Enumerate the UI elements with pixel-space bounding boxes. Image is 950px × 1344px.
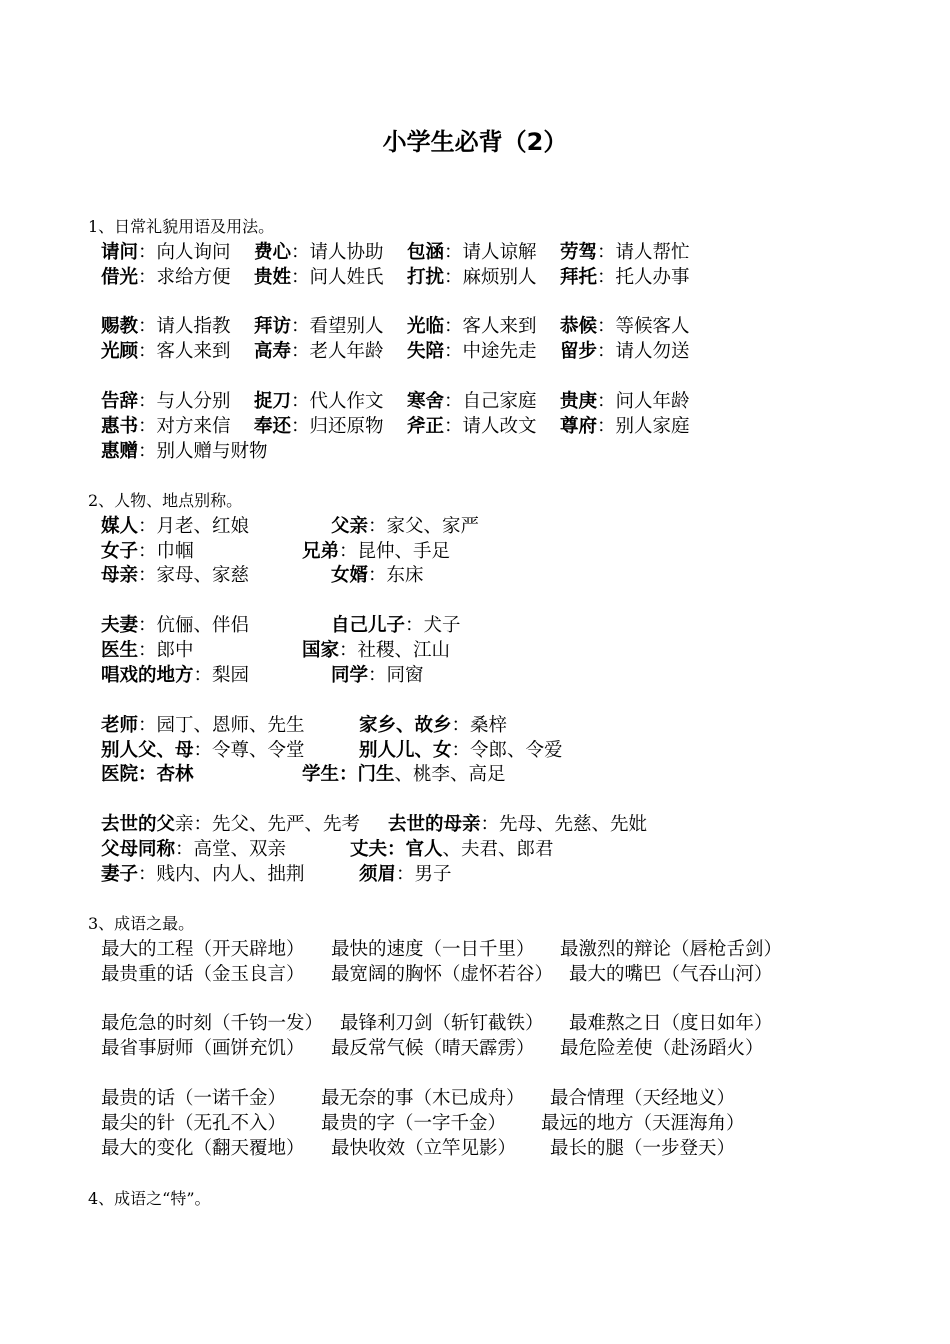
courtesy-term-meaning: ：看望别人: [291, 316, 384, 337]
idiom-item: 最远的地方（天涯海角）: [541, 1113, 745, 1134]
idiom-item: 最贵的话（一诺千金）: [101, 1088, 287, 1109]
courtesy-term: [101, 314, 231, 339]
idiom-item: 最难熬之日（度日如年）: [569, 1013, 773, 1034]
title-alias-term-meaning: ：昆仲、手足: [339, 541, 451, 562]
title-alias-term-keyword: 丈夫：官人: [350, 839, 443, 860]
courtesy-term: [407, 389, 537, 414]
title-alias-term-meaning: ：贱内、内人、拙荆: [138, 864, 305, 885]
title-alias-term-meaning: ：园丁、恩师、先生: [138, 715, 305, 736]
title-alias-term: [388, 812, 647, 837]
courtesy-term: [560, 414, 690, 439]
courtesy-term-meaning: ：客人来到: [138, 341, 231, 362]
title-alias-term: [101, 638, 194, 663]
title-alias-term: [101, 837, 286, 862]
courtesy-term-keyword: 寒舍: [407, 391, 445, 412]
courtesy-term-meaning: ：老人年龄: [291, 341, 384, 362]
title-alias-term: [359, 738, 563, 763]
courtesy-term-meaning: ：别人家庭: [597, 416, 690, 437]
title-alias-term: [359, 862, 452, 887]
courtesy-term: [254, 265, 384, 290]
idiom-item: 最快收效（立竿见影）: [331, 1138, 517, 1159]
idiom-item: 最宽阔的胸怀（虚怀若谷）: [331, 964, 554, 985]
title-alias-term: [101, 514, 249, 539]
courtesy-term-keyword: 赐教: [101, 316, 139, 337]
idiom-item: 最危急的时刻（千钧一发）: [101, 1013, 324, 1034]
courtesy-term-keyword: 光临: [407, 316, 445, 337]
title-alias-term: [331, 663, 424, 688]
idiom-item: 最大的变化（翻天覆地）: [101, 1138, 305, 1159]
idiom-item: 最大的嘴巴（气吞山河）: [569, 964, 773, 985]
idiom-item: 最无奈的事（木已成舟）: [321, 1088, 525, 1109]
courtesy-term-keyword: 高寿: [254, 341, 292, 362]
title-alias-term-keyword: 媒人: [101, 516, 139, 537]
courtesy-term: [407, 414, 537, 439]
title-alias-term: [101, 713, 305, 738]
courtesy-term-meaning: ：问人年龄: [597, 391, 690, 412]
courtesy-term: [560, 389, 690, 414]
courtesy-term: [560, 314, 690, 339]
idiom-item: 最贵的字（一字千金）: [321, 1113, 507, 1134]
courtesy-term-meaning: ：代人作文: [291, 391, 384, 412]
title-alias-term-meaning: ：郎中: [138, 640, 194, 661]
courtesy-term-keyword: 斧正: [407, 416, 445, 437]
title-alias-term-keyword: 父亲: [331, 516, 369, 537]
courtesy-term-meaning: ：托人办事: [597, 267, 690, 288]
courtesy-term-keyword: 失陪: [407, 341, 445, 362]
title-alias-term: [101, 613, 249, 638]
courtesy-term: [254, 240, 384, 265]
title-alias-term-keyword: 须眉: [359, 864, 397, 885]
courtesy-term: [254, 389, 384, 414]
idiom-item: 最锋利刀剑（斩钉截铁）: [340, 1013, 544, 1034]
courtesy-term: [101, 265, 231, 290]
courtesy-term: [407, 240, 537, 265]
courtesy-term-keyword: 贵庚: [560, 391, 598, 412]
courtesy-term-keyword: 告辞: [101, 391, 139, 412]
idiom-item: 最尖的针（无孔不入）: [101, 1113, 287, 1134]
title-alias-term: [302, 539, 450, 564]
title-alias-term-meaning: ：同窗: [368, 665, 424, 686]
title-alias-term-keyword: 妻子: [101, 864, 139, 885]
courtesy-term: [407, 314, 537, 339]
idiom-item: 最长的腿（一步登天）: [550, 1138, 736, 1159]
idiom-item: 最反常气候（晴天霹雳）: [331, 1038, 535, 1059]
courtesy-term-keyword: 惠书: [101, 416, 139, 437]
courtesy-term-meaning: ：麻烦别人: [444, 267, 537, 288]
section-4-heading: 4、成语之“特”。: [88, 1189, 211, 1208]
courtesy-term-keyword: 贵姓: [254, 267, 292, 288]
courtesy-term: [560, 240, 690, 265]
courtesy-term-keyword: 光顾: [101, 341, 139, 362]
title-alias-term-keyword: 父母同称: [101, 839, 176, 860]
courtesy-term-meaning: ：求给方便: [138, 267, 231, 288]
title-alias-term: [101, 738, 305, 763]
section-1-heading: 1、日常礼貌用语及用法。: [88, 217, 275, 236]
courtesy-term-meaning: ：请人帮忙: [597, 242, 690, 263]
title-alias-term-keyword: 国家: [302, 640, 340, 661]
title-alias-term-keyword: 老师: [101, 715, 139, 736]
title-alias-term-meaning: 、桃李、高足: [394, 764, 506, 785]
courtesy-term-meaning: ：中途先走: [444, 341, 537, 362]
title-alias-term-meaning: ：梨园: [193, 665, 250, 686]
courtesy-term: [101, 414, 231, 439]
title-alias-term-meaning: ：家父、家严: [368, 516, 480, 537]
title-alias-term-meaning: ：令郎、令爱: [451, 740, 563, 761]
courtesy-term-meaning: ：别人赠与财物: [138, 441, 268, 462]
courtesy-term: [101, 339, 231, 364]
courtesy-term-keyword: 拜访: [254, 316, 292, 337]
courtesy-term-meaning: ：请人指教: [138, 316, 231, 337]
courtesy-term: [407, 265, 537, 290]
title-alias-term-keyword: 学生：门生: [302, 764, 395, 785]
idiom-item: 最危险差使（赴汤蹈火）: [560, 1038, 764, 1059]
idiom-item: 最大的工程（开天辟地）: [101, 939, 305, 960]
courtesy-term-meaning: ：归还原物: [291, 416, 384, 437]
courtesy-term: [407, 339, 537, 364]
title-alias-term: [359, 713, 507, 738]
idiom-item: 最省事厨师（画饼充饥）: [101, 1038, 305, 1059]
courtesy-term-meaning: ：请人谅解: [444, 242, 537, 263]
courtesy-term-meaning: ：请人勿送: [597, 341, 690, 362]
courtesy-term: [560, 339, 690, 364]
courtesy-term-meaning: ：自己家庭: [444, 391, 537, 412]
idiom-item: 最激烈的辩论（唇枪舌剑）: [560, 939, 783, 960]
courtesy-term-meaning: ：客人来到: [444, 316, 537, 337]
courtesy-term-keyword: 费心: [254, 242, 292, 263]
courtesy-term: [101, 240, 231, 265]
courtesy-term-meaning: ：对方来信: [138, 416, 231, 437]
courtesy-term-meaning: ：请人协助: [291, 242, 384, 263]
title-alias-term-meaning: ：月老、红娘: [138, 516, 250, 537]
title-alias-term: [331, 563, 424, 588]
courtesy-term-keyword: 请问: [101, 242, 139, 263]
page-title: 小学生必背（2）: [382, 128, 568, 156]
title-alias-term-keyword: 女婿: [331, 565, 369, 586]
title-alias-term-keyword: 家乡、故乡: [359, 715, 452, 736]
title-alias-term-keyword: 唱戏的地方: [101, 665, 194, 686]
title-alias-term-meaning: 亲：先父、先严、先考: [175, 814, 361, 835]
title-alias-term: [101, 563, 249, 588]
title-alias-term-keyword: 自己儿子: [331, 615, 406, 636]
title-alias-term-keyword: 兄弟: [302, 541, 340, 562]
title-alias-term: [101, 762, 194, 787]
title-alias-term-meaning: ：男子: [396, 864, 452, 885]
title-alias-term-meaning: ：犬子: [405, 615, 461, 636]
title-alias-term-meaning: ：令尊、令堂: [193, 740, 305, 761]
title-alias-term-keyword: 医院：杏林: [101, 764, 194, 785]
title-alias-term: [101, 862, 305, 887]
title-alias-term-meaning: ：桑梓: [451, 715, 508, 736]
courtesy-term-keyword: 留步: [560, 341, 598, 362]
courtesy-term-keyword: 借光: [101, 267, 139, 288]
idiom-item: 最快的速度（一日千里）: [331, 939, 535, 960]
idiom-item: 最合情理（天经地义）: [550, 1088, 736, 1109]
courtesy-term-meaning: ：等候客人: [597, 316, 690, 337]
title-alias-term-meaning: ：家母、家慈: [138, 565, 250, 586]
title-alias-term-keyword: 母亲: [101, 565, 139, 586]
title-alias-term-meaning: ：东床: [368, 565, 424, 586]
title-alias-term-meaning: ：先母、先慈、先妣: [480, 814, 648, 835]
title-alias-term: [101, 539, 194, 564]
title-alias-term-keyword: 去世的母亲: [388, 814, 481, 835]
title-alias-term: [350, 837, 554, 862]
courtesy-term-keyword: 尊府: [560, 416, 598, 437]
title-alias-term-keyword: 别人儿、女: [359, 740, 452, 761]
idiom-item: 最贵重的话（金玉良言）: [101, 964, 305, 985]
title-alias-term-keyword: 女子: [101, 541, 139, 562]
courtesy-term-keyword: 惠赠: [101, 441, 139, 462]
title-alias-term: [101, 663, 249, 688]
section-3-heading: 3、成语之最。: [88, 914, 195, 933]
courtesy-term-meaning: ：与人分别: [138, 391, 231, 412]
courtesy-term: [101, 389, 231, 414]
title-alias-term-keyword: 夫妻: [101, 615, 139, 636]
courtesy-term-keyword: 奉还: [254, 416, 292, 437]
title-alias-term-keyword: 医生: [101, 640, 139, 661]
title-alias-term-keyword: 去世的父: [101, 814, 176, 835]
courtesy-term-keyword: 捉刀: [254, 391, 292, 412]
title-alias-term-meaning: ：社稷、江山: [339, 640, 451, 661]
courtesy-term-keyword: 包涵: [407, 242, 445, 263]
courtesy-term-keyword: 恭候: [560, 316, 598, 337]
title-alias-term: [302, 638, 450, 663]
title-alias-term-meaning: ：高堂、双亲: [175, 839, 287, 860]
courtesy-term: [254, 414, 384, 439]
title-alias-term: [331, 514, 479, 539]
title-alias-term-keyword: 同学: [331, 665, 369, 686]
title-alias-term-meaning: 、夫君、郎君: [442, 839, 554, 860]
title-alias-term-meaning: ：伉俪、伴侣: [138, 615, 250, 636]
courtesy-term: [560, 265, 690, 290]
title-alias-term: [302, 762, 506, 787]
courtesy-term: [254, 314, 384, 339]
title-alias-term-meaning: ：巾帼: [138, 541, 194, 562]
courtesy-term-keyword: 拜托: [560, 267, 598, 288]
courtesy-term: [254, 339, 384, 364]
courtesy-term-meaning: ：向人询问: [138, 242, 231, 263]
courtesy-term-meaning: ：请人改文: [444, 416, 537, 437]
courtesy-term-keyword: 劳驾: [560, 242, 598, 263]
title-alias-term-keyword: 别人父、母: [101, 740, 194, 761]
courtesy-term: [101, 439, 268, 464]
courtesy-term-keyword: 打扰: [407, 267, 445, 288]
courtesy-term-meaning: ：问人姓氏: [291, 267, 384, 288]
title-alias-term: [101, 812, 360, 837]
section-2-heading: 2、人物、地点别称。: [88, 491, 243, 510]
title-alias-term: [331, 613, 461, 638]
